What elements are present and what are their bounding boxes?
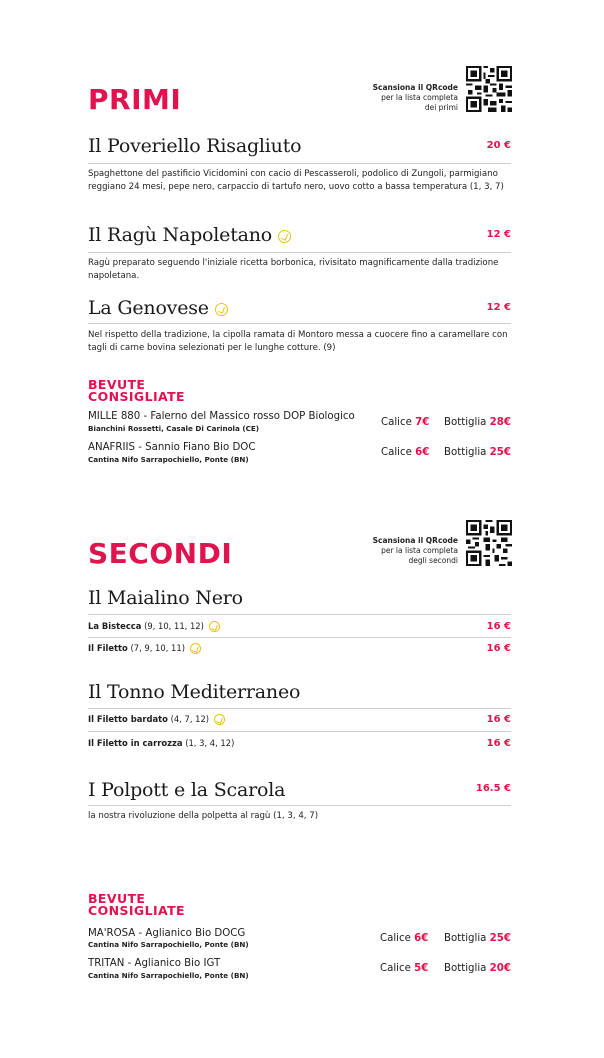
dish-price: 12 € bbox=[486, 302, 511, 313]
calice-price: Calice 6€ bbox=[381, 447, 430, 458]
sub-item: Il Filetto bardato (4, 7, 12) bbox=[88, 713, 225, 725]
wine-name: ANAFRIIS - Sannio Fiano Bio DOC bbox=[88, 442, 256, 453]
drinks-title: BEVUTE CONSIGLIATE bbox=[88, 377, 185, 404]
dish-title: La Genovese bbox=[88, 297, 209, 319]
divider bbox=[88, 163, 511, 164]
sub-item-price: 16 € bbox=[486, 621, 511, 632]
dish-description: Spaghettone del pastificio Vicidomini con cacio di Pescasseroli, podolico di Zungoli, parmigiano reggiano 24 mesi, pepe nero, carpaccio di tartufo nero, uovo cotto a bassa temperatura (1, 3, 7) bbox=[88, 169, 504, 192]
divider bbox=[88, 323, 511, 324]
sub-item: Il Filetto in carrozza (1, 3, 4, 12) bbox=[88, 738, 235, 748]
qr-code-icon[interactable] bbox=[466, 66, 512, 112]
vegetarian-leaf-icon bbox=[214, 714, 225, 725]
dish-price: 12 € bbox=[486, 229, 511, 240]
qr-note-primi: Scansiona il QRcode per la lista completa dei primi bbox=[372, 83, 458, 112]
dish-title-row bbox=[88, 299, 228, 318]
qr-note-secondi: Scansiona il QRcode per la lista completa degli secondi bbox=[372, 536, 458, 565]
wine-name: MILLE 880 - Falerno del Massico rosso DOP Biologico bbox=[88, 411, 355, 422]
divider bbox=[88, 614, 511, 615]
wine-producer: Cantina Nifo Sarrapochiello, Ponte (BN) bbox=[88, 940, 249, 949]
dish-description: la nostra rivoluzione della polpetta al ragù (1, 3, 4, 7) bbox=[88, 811, 319, 821]
dish-title: Il Ragù Napoletano bbox=[88, 224, 273, 246]
divider bbox=[88, 731, 511, 732]
calice-price: Calice 6€ bbox=[380, 933, 429, 944]
divider bbox=[88, 252, 511, 253]
divider bbox=[88, 637, 511, 638]
bottiglia-price: Bottiglia 28€ bbox=[444, 417, 511, 428]
dish-title: Il Poveriello Risagliuto bbox=[88, 135, 302, 157]
bottiglia-price: Bottiglia 25€ bbox=[444, 933, 511, 944]
sub-item: Il Filetto (7, 9, 10, 11) bbox=[88, 642, 201, 654]
vegetarian-leaf-icon bbox=[190, 643, 201, 654]
vegetarian-leaf-icon bbox=[278, 230, 291, 243]
sub-item-price: 16 € bbox=[486, 738, 511, 749]
bottiglia-price: Bottiglia 25€ bbox=[444, 447, 511, 458]
dish-price: 20 € bbox=[486, 140, 511, 151]
section-title-secondi: SECONDI bbox=[88, 537, 233, 570]
vegetarian-leaf-icon bbox=[209, 621, 220, 632]
wine-producer: Cantina Nifo Sarrapochiello, Ponte (BN) bbox=[88, 455, 249, 464]
calice-price: Calice 5€ bbox=[380, 963, 429, 974]
dish-price: 16.5 € bbox=[475, 783, 511, 794]
sub-item-price: 16 € bbox=[486, 714, 511, 725]
sub-item: La Bistecca (9, 10, 11, 12) bbox=[88, 620, 220, 632]
dish-title: I Polpott e la Scarola bbox=[88, 779, 286, 801]
calice-price: Calice 7€ bbox=[381, 417, 430, 428]
vegetarian-leaf-icon bbox=[215, 303, 228, 316]
wine-producer: Bianchini Rossetti, Casale Di Carinola (CE) bbox=[88, 424, 260, 433]
bottiglia-price: Bottiglia 20€ bbox=[444, 963, 511, 974]
dish-title-row bbox=[88, 226, 291, 245]
dish-description: Nel rispetto della tradizione, la cipolla ramata di Montoro messa a cuocere fino a caramellare con tagli di carne bovina selezionati per le lunghe cotture. (9) bbox=[88, 330, 508, 353]
wine-name: MA'ROSA - Aglianico Bio DOCG bbox=[88, 928, 246, 939]
sub-item-price: 16 € bbox=[486, 643, 511, 654]
drinks-title: BEVUTE CONSIGLIATE bbox=[88, 891, 185, 918]
dish-description: Ragù preparato seguendo l'iniziale ricetta borbonica, rivisitato magnificamente dalla tradizione napoletana. bbox=[88, 258, 499, 281]
dish-title: Il Maialino Nero bbox=[88, 587, 243, 609]
divider bbox=[88, 805, 511, 806]
dish-title: Il Tonno Mediterraneo bbox=[88, 681, 301, 703]
section-title-primi: PRIMI bbox=[88, 83, 182, 116]
wine-name: TRITAN - Aglianico Bio IGT bbox=[88, 958, 221, 969]
qr-code-icon[interactable] bbox=[466, 520, 512, 566]
divider bbox=[88, 708, 511, 709]
wine-producer: Cantina Nifo Sarrapochiello, Ponte (BN) bbox=[88, 971, 249, 980]
